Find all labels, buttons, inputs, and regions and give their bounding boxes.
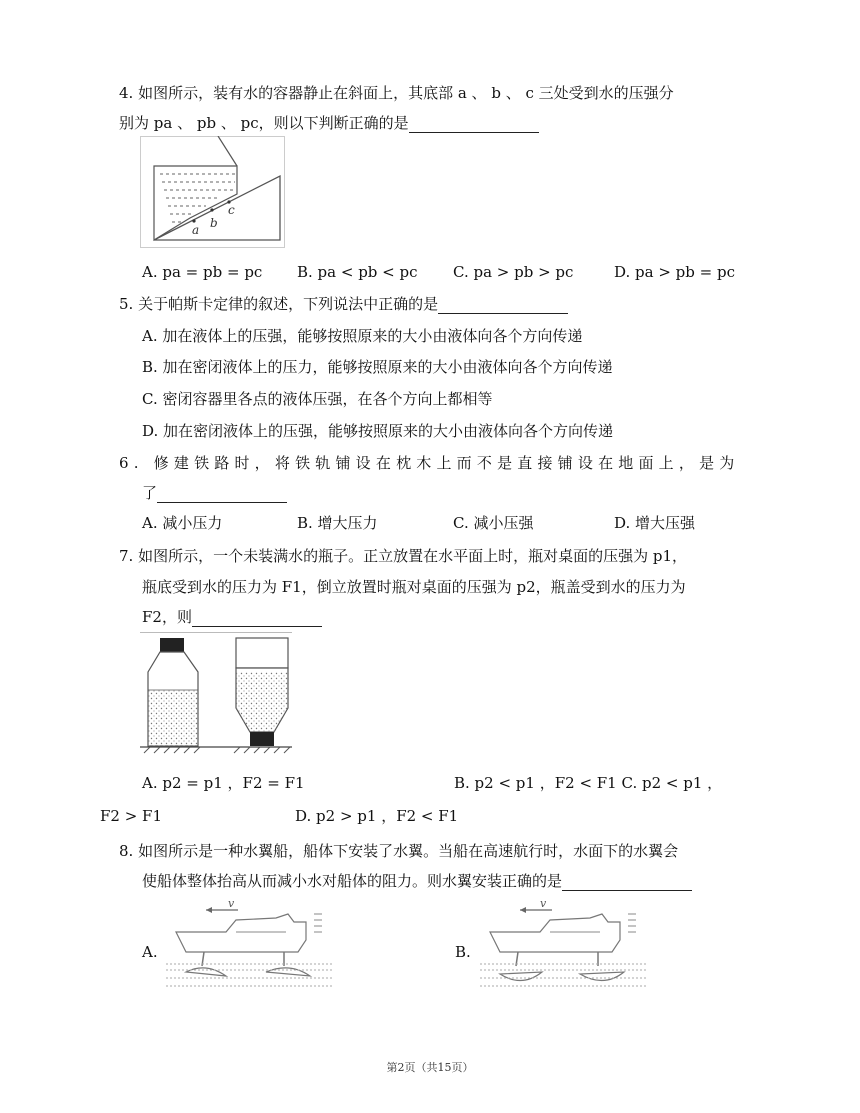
- q6-option-a[interactable]: A. 减小压力: [142, 514, 223, 532]
- q5-option-a[interactable]: A. 加在液体上的压强，能够按照原来的大小由液体向各个方向传递: [142, 327, 583, 345]
- q4-option-d[interactable]: D. pa > pb = pc: [614, 263, 735, 281]
- q7-option-d[interactable]: D. p2 > p1 ，F2 < F1: [295, 807, 459, 825]
- velocity-label: v: [540, 897, 547, 910]
- label-b: b: [210, 216, 218, 230]
- q7-stem-line1: 7. 如图所示，一个未装满水的瓶子。正立放置在水平面上时，瓶对桌面的压强为 p1，: [119, 547, 687, 565]
- q7-stem-line2: 瓶底受到水的压力为 F1，倒立放置时瓶对桌面的压强为 p2，瓶盖受到水的压力为: [142, 578, 686, 596]
- q4-option-c[interactable]: C. pa > pb > pc: [453, 263, 574, 281]
- q6-option-b[interactable]: B. 增大压力: [297, 514, 378, 532]
- q8-option-b-label[interactable]: B.: [455, 943, 471, 961]
- label-a: a: [192, 223, 200, 237]
- q6-option-c[interactable]: C. 减小压强: [453, 514, 534, 532]
- page-footer: 第2页（共15页）: [386, 1061, 474, 1074]
- q7-option-b-c[interactable]: B. p2 < p1 ，F2 < F1 C. p2 < p1 ，: [454, 774, 723, 792]
- q7-figure-bottles: [140, 632, 296, 756]
- answer-blank[interactable]: [157, 486, 287, 503]
- q5-option-b[interactable]: B. 加在密闭液体上的压力，能够按照原来的大小由液体向各个方向传递: [142, 358, 613, 376]
- q6-stem-line1: 6. 修建铁路时，将铁轨铺设在枕木上而不是直接铺设在地面上，是为: [119, 454, 740, 472]
- q8-stem-line1: 8. 如图所示是一种水翼船，船体下安装了水翼。当船在高速航行时，水面下的水翼会: [119, 842, 679, 860]
- q5-option-d[interactable]: D. 加在密闭液体上的压强，能够按照原来的大小由液体向各个方向传递: [142, 422, 614, 440]
- label-c: c: [228, 203, 235, 217]
- q4-figure-container-on-slope: [140, 136, 285, 248]
- q8-stem-line2: 使船体整体抬高从而减小水对船体的阻力。则水翼安装正确的是: [142, 871, 692, 891]
- q4-stem-line2: 别为 pa 、 pb 、 pc，则以下判断正确的是: [119, 113, 539, 133]
- q4-option-a[interactable]: A. pa = pb = pc: [142, 263, 263, 281]
- answer-blank[interactable]: [409, 116, 539, 133]
- q7-option-c-tail: F2 > F1: [100, 807, 163, 825]
- velocity-label: v: [228, 897, 235, 910]
- q8-option-a-label[interactable]: A.: [142, 943, 158, 961]
- answer-blank[interactable]: [438, 297, 568, 314]
- answer-blank[interactable]: [562, 874, 692, 891]
- answer-blank[interactable]: [192, 610, 322, 627]
- q4-option-b[interactable]: B. pa < pb < pc: [297, 263, 418, 281]
- q6-option-d[interactable]: D. 增大压强: [614, 514, 696, 532]
- q5-option-c[interactable]: C. 密闭容器里各点的液体压强，在各个方向上都相等: [142, 390, 493, 408]
- q7-option-a[interactable]: A. p2 = p1 ，F2 = F1: [142, 774, 305, 792]
- q4-stem-line1: 4. 如图所示，装有水的容器静止在斜面上，其底部 a 、 b 、 c 三处受到水的压强分: [119, 84, 674, 102]
- q8-hydrofoil-figure-b: [480, 896, 648, 1000]
- q8-hydrofoil-figure-a: [166, 896, 334, 1000]
- q7-stem-line3: F2，则: [142, 607, 322, 627]
- q6-stem-line2: 了: [142, 483, 287, 503]
- q5-stem: 5. 关于帕斯卡定律的叙述，下列说法中正确的是: [119, 294, 568, 314]
